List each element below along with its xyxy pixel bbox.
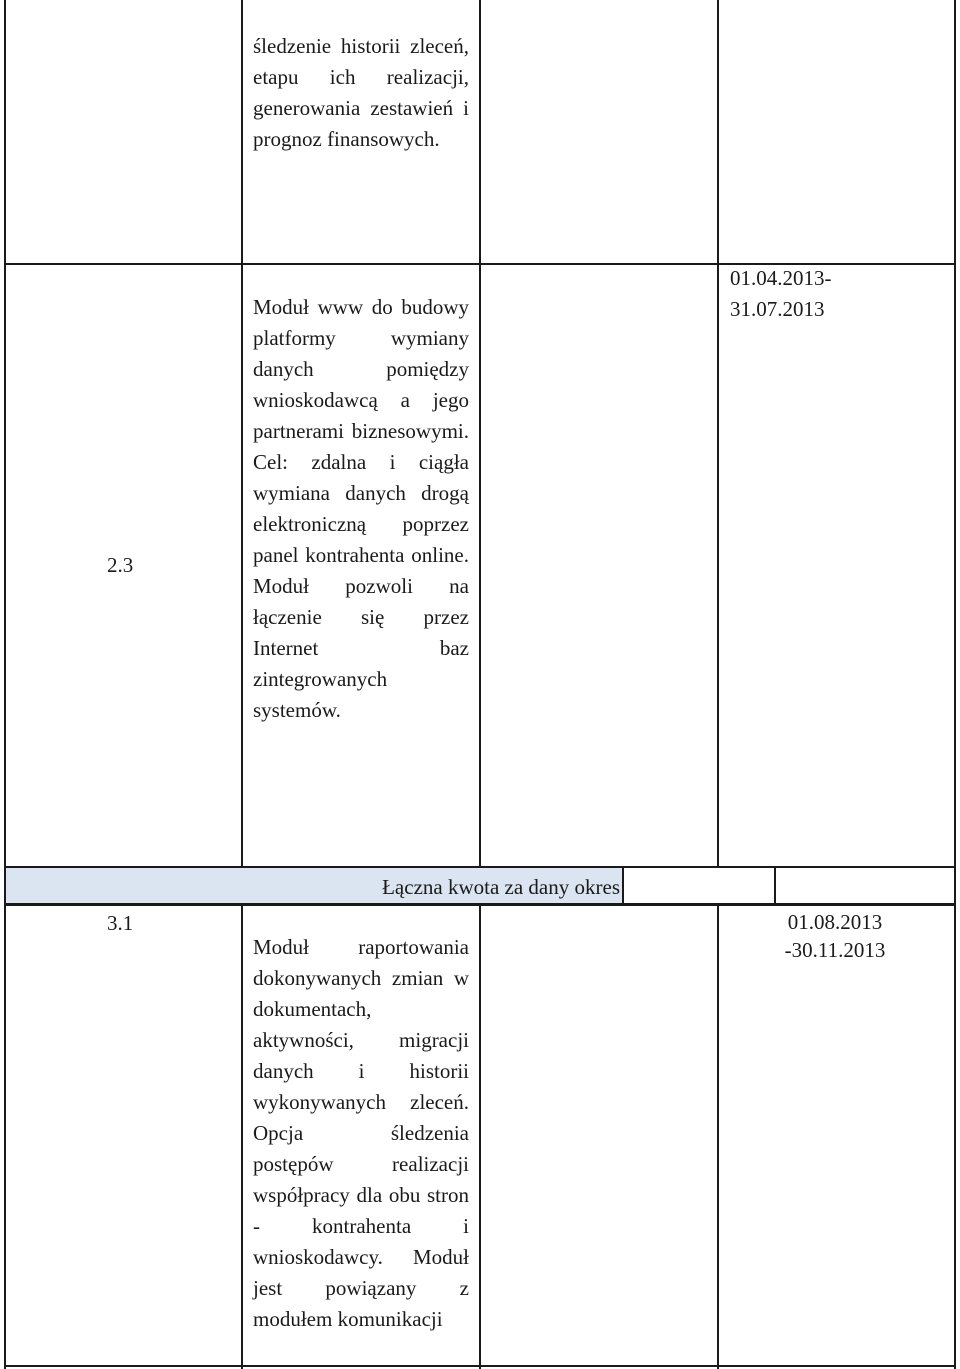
table-divider-col1 [241,0,243,866]
row3-period: 01.08.2013 -30.11.2013 [784,910,886,962]
lower-border-bottom [4,1365,956,1367]
row2-number: 2.3 [107,553,134,577]
lower-divider-col3 [717,904,719,1369]
table-divider-col2 [479,0,481,866]
summary-label: Łączna kwota za dany okres [382,875,620,899]
summary-border-right [954,866,956,904]
summary-divider-2 [774,866,776,904]
lower-divider-col1 [241,904,243,1369]
row2-period: 01.04.2013- 31.07.2013 [730,266,832,321]
lower-border-left [4,904,6,1369]
row-divider-summary-top [4,866,956,868]
lower-divider-col2 [479,904,481,1369]
row1-description: śledzenie historii zleceń, etapu ich realizacji, generowania zestawień i prognoz finansowych. [253,34,469,151]
row3-description: Moduł raportowania dokonywanych zmian w dokumentach, aktywności, migracji danych i historii wykonywanych zleceń. Opcja śledzenia postępów realizacji współpracy dla obu stron - kontrahenta i wnioskodawcy. Moduł jest powiązany z modułem komunikacji [253,935,469,1331]
table-border-left [4,0,6,866]
lower-border-right [954,904,956,1369]
row3-number: 3.1 [107,911,134,935]
row2-description: Moduł www do budowy platformy wymiany danych pomiędzy wnioskodawcą a jego partnerami biznesowymi. Cel: zdalna i ciągła wymiana danych drogą elektroniczną poprzez panel kontrahenta online. Moduł pozwoli na łączenie się przez Internet baz zintegrowanych systemów. [253,295,469,722]
summary-divider-1 [622,866,624,904]
table-divider-col3 [717,0,719,866]
table-border-right [954,0,956,866]
summary-border-left [4,866,6,904]
